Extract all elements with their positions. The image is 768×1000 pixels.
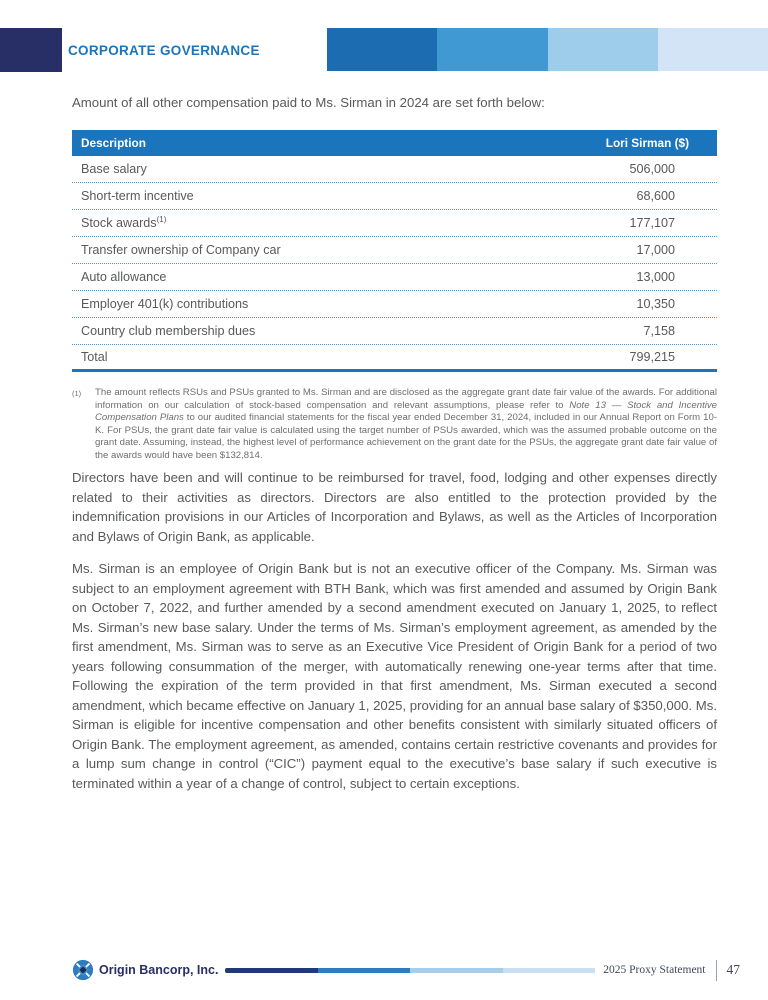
section-title: CORPORATE GOVERNANCE bbox=[68, 42, 260, 58]
footer-accent-bar bbox=[225, 968, 595, 973]
accent-bar-segment bbox=[225, 968, 317, 973]
value-cell: 13,000 bbox=[636, 270, 675, 284]
description-cell: Stock awards$^{(1)}$ bbox=[81, 214, 167, 230]
table-row bbox=[72, 291, 717, 318]
table-row bbox=[72, 318, 717, 345]
paragraph-sirman-employment: Ms. Sirman is an employee of Origin Bank but is not an executive officer of the Company. Ms. Sirman was subject to an employment agreement with BTH Bank, which was first amended and assumed by Origin Bank on October 7, 2022, and further amended by a second amendment executed on January 1, 2025, to reflect Ms. Sirman’s new base salary. Under the terms of Ms. Sirman’s employment agreement, as amended by the first amendment, Ms. Sirman was to serve as an Executive Vice President of Origin Bank for a period of two years following consummation of the merger, with automatically renewing one-year terms after that time. Following the expiration of the term provided in that first amendment, Ms. Sirman executed a second amendment, which became effective on January 1, 2025, providing for an annual base salary of $350,000. Ms. Sirman is eligible for incentive compensation and other benefits consistent with similarly situated officers of Origin Bank. The employment agreement, as amended, contains certain restrictive covenants and provides for a lump sum change in control (“CIC”) payment equal to the executive’s base salary if such executive is terminated within a year of a change of control, subject to certain exceptions. bbox=[72, 561, 717, 791]
accent-bar-segment bbox=[658, 28, 768, 71]
footer-divider bbox=[716, 960, 717, 981]
description-cell: Country club membership dues bbox=[81, 324, 256, 338]
company-name: Origin Bancorp, Inc. bbox=[99, 963, 219, 977]
description-cell: Auto allowance bbox=[81, 270, 167, 284]
table-row bbox=[72, 264, 717, 291]
description-cell: Transfer ownership of Company car bbox=[81, 243, 281, 257]
table-row bbox=[72, 156, 717, 183]
accent-bar-segment bbox=[548, 28, 658, 71]
page-footer bbox=[72, 956, 740, 984]
column-header-amount: Lori Sirman ($) bbox=[605, 136, 689, 150]
accent-bar-segment bbox=[410, 968, 502, 973]
table-header-row bbox=[72, 130, 717, 156]
table-row bbox=[72, 210, 717, 237]
value-cell: 68,600 bbox=[636, 189, 675, 203]
compensation-table bbox=[72, 130, 717, 372]
accent-bar-segment bbox=[503, 968, 595, 973]
proxy-statement-label: 2025 Proxy Statement bbox=[603, 964, 706, 976]
accent-bar-segment bbox=[327, 28, 437, 71]
value-cell: 7,158 bbox=[643, 324, 675, 338]
table-total-row bbox=[72, 345, 717, 372]
table-row bbox=[72, 237, 717, 264]
page-header-band bbox=[0, 28, 768, 72]
footnote-reference: (1) bbox=[156, 214, 167, 224]
value-cell: 799,215 bbox=[629, 350, 675, 364]
description-cell: Base salary bbox=[81, 162, 147, 176]
description-cell: Short-term incentive bbox=[81, 189, 194, 203]
table-row bbox=[72, 183, 717, 210]
value-cell: 10,350 bbox=[636, 297, 675, 311]
intro-text: Amount of all other compensation paid to Ms. Sirman in 2024 are set forth below: bbox=[72, 95, 545, 110]
page-number: 47 bbox=[726, 962, 740, 977]
header-accent-bar bbox=[327, 28, 768, 71]
footnote bbox=[72, 387, 717, 463]
accent-bar-segment bbox=[318, 968, 410, 973]
paragraph-directors-reimbursement: Directors have been and will continue to be reimbursed for travel, food, lodging and other expenses directly related to their activities as directors. Directors are also entitled to the protection provided by the indemnification provisions in our Articles of Incorporation and Bylaws, as well as the Articles of Incorporation and Bylaws of Origin Bank, as applicable. bbox=[72, 470, 717, 544]
description-cell: Total bbox=[81, 350, 108, 364]
value-cell: 17,000 bbox=[636, 243, 675, 257]
navy-accent-block bbox=[0, 28, 62, 72]
origin-bancorp-logo-icon bbox=[72, 959, 94, 981]
footnote-text: The amount reflects RSUs and PSUs granted to Ms. Sirman and are disclosed as the aggregate grant date fair value of the awards. For additional information on our calculation of stock-based compensation and relevant assumptions, please refer to Note 13 — Stock and Incentive Compensation Plans to our audited financial statements for the fiscal year ended December 31, 2024, included in our Annual Report on Form 10-K. For PSUs, the grant date fair value is calculated using the target number of PSUs awarded, which was the assumed probable outcome on the grant date. Assuming, instead, the highest level of performance achievement on the grant date for the PSUs, the aggregate grant date fair value of the awards would have been $132,814. bbox=[95, 387, 717, 461]
body-text bbox=[72, 468, 717, 793]
value-cell: 506,000 bbox=[629, 162, 675, 176]
description-cell: Employer 401(k) contributions bbox=[81, 297, 249, 311]
column-header-description: Description bbox=[81, 136, 146, 150]
footnote-marker: (1) bbox=[72, 389, 82, 398]
accent-bar-segment bbox=[437, 28, 547, 71]
value-cell: 177,107 bbox=[629, 216, 675, 230]
footnote-italic-citation: Note 13 — Stock and Incentive Compensation Plans bbox=[95, 399, 717, 424]
